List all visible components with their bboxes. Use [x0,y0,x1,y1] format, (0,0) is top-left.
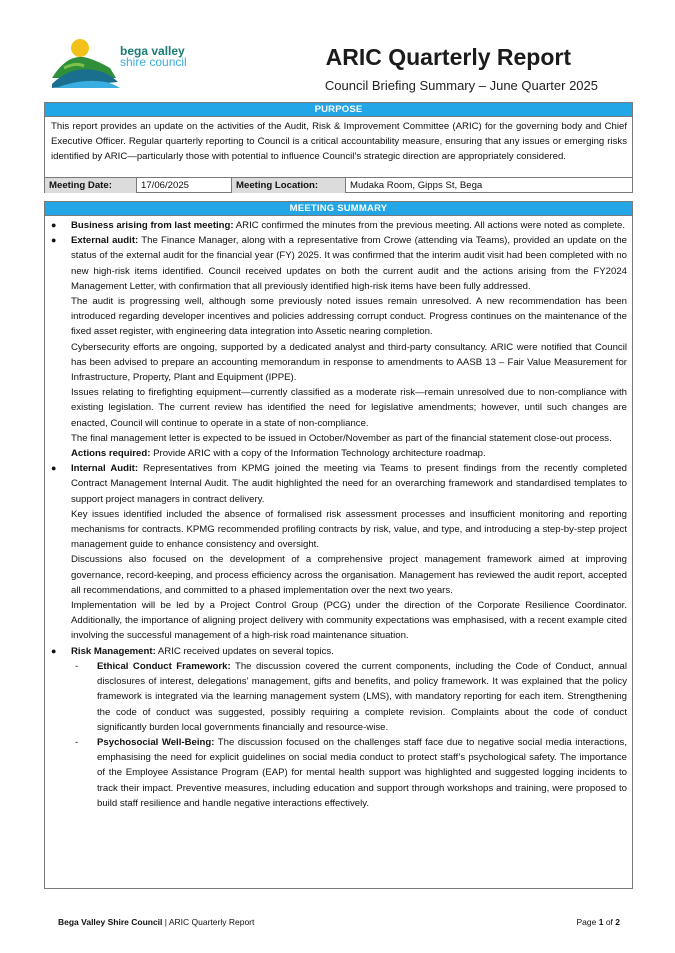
item-text: Representatives from KPMG joined the meeting via Teams to present findings from the recently completed Contract Management Internal Audit. The audit highlighted the need for an overarching framework and standardised templates to support project managers in contract delivery. [71,463,627,505]
item-label: External audit: [71,235,139,247]
purpose-heading: PURPOSE [45,103,632,117]
dash-icon: - [75,660,79,672]
paragraph: The final management letter is expected to be issued in October/November as part of the financial statement close-out process. [71,432,612,444]
page-total: 2 [615,917,620,927]
meeting-date-label: Meeting Date: [45,178,137,193]
actions-text: Provide ARIC with a copy of the Information Technology architecture roadmap. [150,448,486,460]
summary-item-business [45,218,632,233]
paragraph: The audit is progressing well, although some previously noted issues remain unresolved. A new recommendation has been introduced regarding developer incentives and policies addressing corrupt conduct. Progress continues on the maintenance of the fixed asset register, with engineering data integration into Assetic nearing completion. [71,296,627,338]
meeting-date: 17/06/2025 [137,178,232,193]
bullet-icon: ● [51,220,57,230]
purpose-text: This report provides an update on the activities of the Audit, Risk & Improvement Committee (ARIC) for the governing body and Chief Executive Officer. Regular quarterly reporting to Council is a critical accountability measure, ensuring that any issues or emerging risks identified by ARIC—particularly those with potential to influence Council’s strategic direction are appropriately considered. [51,121,627,163]
item-label: Business arising from last meeting: [71,220,234,231]
paragraph: Cybersecurity efforts are ongoing, supported by a dedicated analyst and third-party consultancy. ARIC were notified that Council has been advised to prepare an accounting memorandum in response to amendments to AASB 13 – Fair Value Measurement for Infrastructure, Property, Plant and Equipment (IPPE). [71,341,627,384]
meeting-summary-section [44,201,633,889]
page-current: 1 [598,917,604,927]
paragraph: Implementation will be led by a Project Control Group (PCG) under the direction of the Corporate Resilience Coordinator. Additionally, the importance of aligning project delivery with community expectations was emphasised, with a recent example cited involving the successful management of a high-risk road maintenance situation. [71,600,627,642]
footer-org: Bega Valley Shire Council [58,917,163,927]
sub-item-text: The discussion covered the current components, including the Code of Conduct, annual disclosures of interest, delegations’ management, gifts and benefits, and policy framework. It was explained that the policy framework is integrated via the learning management system (LMS), with mandatory reporting for each item. Strengthening the code of conduct was suggested, possibly requiring a complete revision. Complaints about the code of conduct significantly burden local governments financially and resource-wise. [97,660,627,733]
logo-wordmark [120,46,187,68]
item-label: Internal Audit: [71,463,139,475]
purpose-section [44,102,633,193]
footer-doc: | ARIC Quarterly Report [162,917,255,927]
footer-left [58,917,254,927]
summary-item-risk-management [45,644,632,811]
bullet-icon: ● [51,235,57,246]
page-number [577,917,621,927]
sub-item-text: The discussion focused on the challenges staff face due to negative social media interactions, emphasising the need for explicit guidelines on social media conduct to protect staff’s psychological safety. The importance of the Employee Assistance Program (EAP) for mental health support was highlighted and suggested logging incidents to track their impact. Preventive measures, including education and support through workshops and training, were proposed to build staff resilience and handle negative interactions effectively. [97,736,628,809]
meeting-details-row [45,177,632,193]
item-label: Risk Management: [71,645,156,657]
bullet-icon: ● [51,463,57,474]
summary-item-external-audit [45,233,632,461]
report-subtitle: Council Briefing Summary – June Quarter 2025 [324,78,598,93]
dash-icon: - [75,736,79,748]
meeting-location-label: Meeting Location: [232,178,346,193]
logo-line-2: shire council [120,55,187,69]
item-text: ARIC confirmed the minutes from the previous meeting. All actions were noted as complete. [233,220,626,231]
summary-item-internal-audit [45,461,632,643]
meeting-location: Mudaka Room, Gipps St, Bega [350,180,483,191]
item-text: The Finance Manager, along with a representative from Crowe (attending via Teams), provided an update on the status of the external audit for the financial year (FY) 2025. It was confirmed that the interim audit visit had been completed with no new high-risk items identified. Council received updates on both the current audit and the actions arising from the FY2024 Management Letter, with confirmation that all previously identified high-risk items have been fully addressed. [71,235,628,292]
page-word: Page [576,917,599,927]
paragraph: Discussions also focused on the development of a comprehensive project management framework aimed at improving governance, record-keeping, and process efficiency across the organisation. Management has reviewed the audit report, accepted all recommendations, and committed to a phased implementation over the next two years. [71,554,627,596]
sub-item-label: Psychosocial Well-Being: [97,736,215,748]
sub-item-psychosocial [71,735,627,811]
report-header [0,0,675,100]
sub-item-ethical-conduct [71,659,627,735]
report-title: ARIC Quarterly Report [325,44,571,70]
sub-item-label: Ethical Conduct Framework: [97,660,231,672]
actions-label: Actions required: [71,448,151,460]
page-of: of [603,917,616,927]
bullet-icon: ● [51,645,57,656]
logo-line-1: bega valley [120,44,185,58]
item-text: ARIC received updates on several topics. [155,645,334,657]
paragraph: Issues relating to firefighting equipment—currently classified as a moderate risk—remain unresolved due to non-compliance with existing legislation. The current review has identified the need for legislative amendments; however, until such changes are enacted, Council will continue to operate in a state of non-compliance. [71,387,627,429]
paragraph: Key issues identified included the absence of formalised risk assessment processes and insufficient monitoring and reporting mechanisms for contracts. KPMG recommended profiling contracts by risk, value, and type, and introducing a step-by-step project management guide to enhance consistency and oversight. [71,508,627,551]
summary-heading: MEETING SUMMARY [45,202,632,216]
